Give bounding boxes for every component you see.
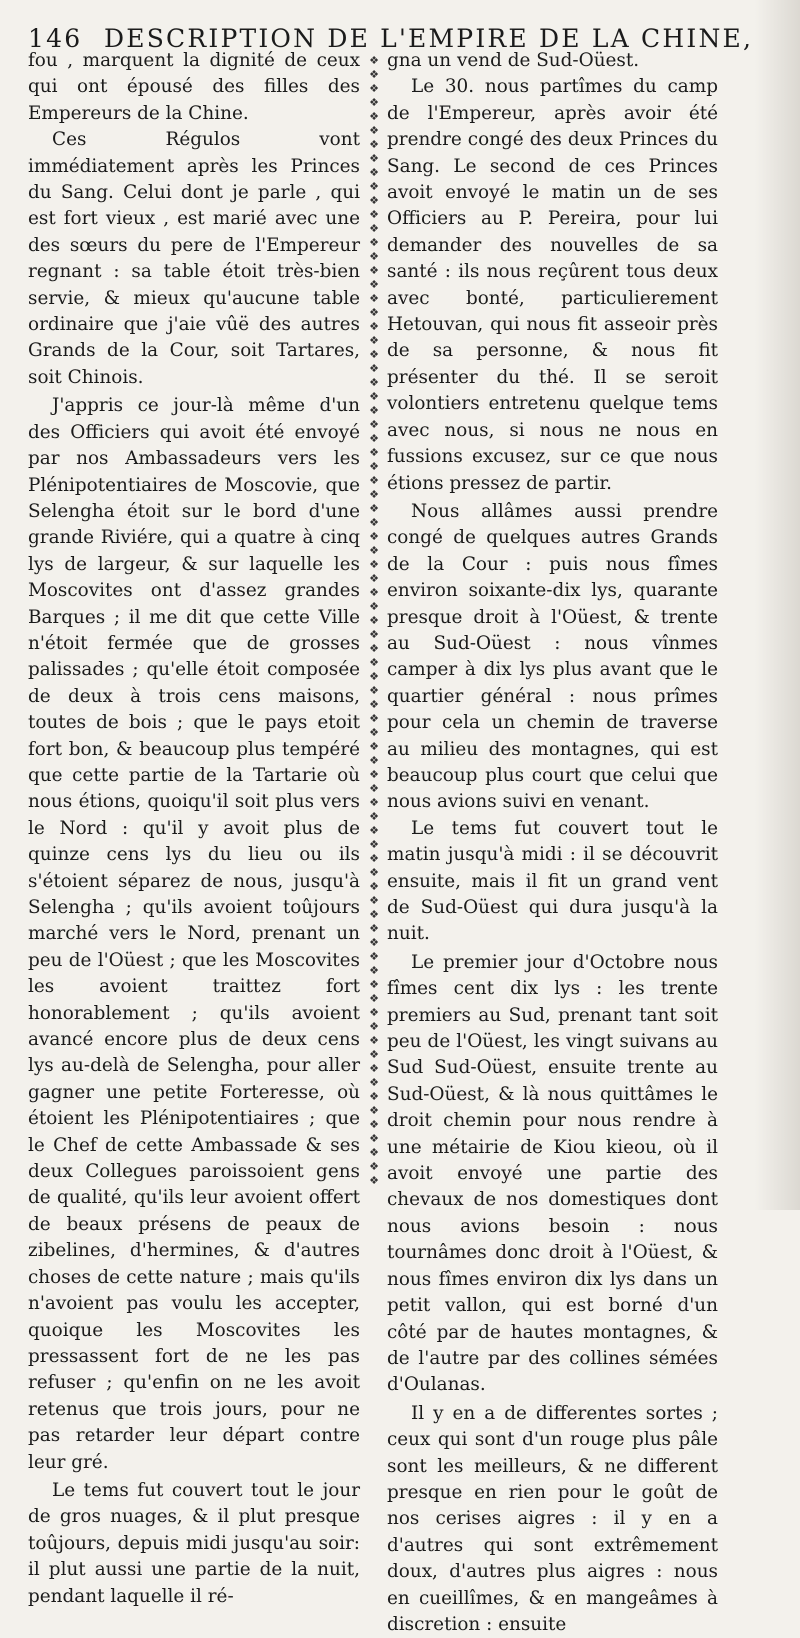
column-divider-ornament: ❖ ❖ ❖ ❖ ❖ ❖ ❖ ❖ ❖ ❖ ❖ ❖ ❖ ❖ ❖ ❖ ❖ ❖ ❖ ❖ ❖ ❖ ❖ ❖ ❖ ❖ ❖ ❖ ❖ ❖ ❖ ❖ ❖ ❖ ❖ ❖ ❖ ❖ ❖ ❖ ❖ ❖ ❖ ❖ ❖ ❖ ❖ ❖ ❖ ❖ ❖ ❖ ❖ ❖ ❖ ❖ ❖ ❖ ❖ ❖ ❖ ❖ ❖ ❖ ❖ ❖ ❖ ❖ ❖ ❖ ❖ ❖ ❖ ❖ ❖ ❖ ❖ ❖ ❖ ❖ ❖ [369,54,379,1187]
paragraph: Le tems fut couvert tout le matin jusqu'à midi : il se découvrit ensuite, mais il fit un grand vent de Sud-Oüest qui dura jusqu'à la nuit. [387,817,718,945]
paragraph: fou , marquent la dignité de ceux qui ont épousé des filles des Empereurs de la Chine. [28,50,360,124]
paragraph: Le 30. nous partîmes du camp de l'Empereur, après avoir été prendre congé des deux Princes du Sang. Le second de ces Princes avoit envoyé le matin un de ses Officiers au P. Pereira, pour lui demander des nouvelles de sa santé : ils nous reçûrent tous deux avec bonté, particulierement Hetouvan, qui nous fit asseoir près de sa personne, & nous fit présenter du thé. Il se seroit volontiers entretenu quelque tems avec nous, si nous ne nous en fussions excusez, sur ce que nous étions pressez de partir. [387,76,718,494]
paragraph: Nous allâmes aussi prendre congé de quelques autres Grands de la Cour : puis nous fîmes environ soixante-dix lys, quarante presque droit à l'Oüest, & trente au Sud-Oüest : nous vînmes camper à dix lys plus avant que le quartier général : nous prîmes pour cela un chemin de traverse au milieu des montagnes, qui est beaucoup plus court que celui que nous avions suivi en venant. [387,500,718,813]
paragraph: gna un vend de Sud-Oüest. [387,50,640,71]
paragraph: Il y en a de differentes sortes ; ceux qui sont d'un rouge plus pâle sont les meilleurs, & ne different presque en rien pour le goût de nos cerises aigres : il y en a d'autres qui sont extrêmement doux, d'autres plus aigres : nous en cueillîmes, & en mangeâmes à discretion : ensuite [387,1402,718,1635]
paragraph: J'appris ce jour-là même d'un des Officiers qui avoit été envoyé par nos Ambassadeurs vers les Plénipotentiaires de Moscovie, que Selengha étoit sur le bord d'une grande Riviére, qui a quatre à cinq lys de largeur, & sur laquelle les Moscovites ont d'assez grandes Barques ; il me dit que cette Ville n'étoit fermée que de grosses palissades ; qu'elle étoit composée de deux à trois cens maisons, toutes de bois ; que le pays etoit fort bon, & beaucoup plus tempéré que cette partie de la Tartarie où nous étions, quoiqu'il soit plus vers le Nord : qu'il y avoit plus de quinze cens lys du lieu ou ils s'étoient séparez de nous, jusqu'à Selengha ; qu'ils avoient toûjours marché vers le Nord, prenant un peu de l'Oüest ; que les Moscovites les avoient traittez fort honorablement ; qu'ils avoient avancé encore plus de deux cens lys au-delà de Selengha, pour aller gagner une petite Forteresse, où étoient les Plénipotentiaires ; que le Chef de cette Ambassade & ses deux Collegues paroissoient gens de qualité, qu'ils leur avoient offert de beaux présens de peaux de zibelines, d'hermines, & d'autres choses de cette nature ; mais qu'ils n'avoient pas voulu les accepter, quoique les Moscovites les pressassent fort de ne les pas refuser ; qu'enfin on ne les avoit retenus que trois jours, pour ne pas retarder leur départ contre leur gré. [28,395,360,1473]
page-number: 146 [28,24,83,53]
left-column [28,48,360,1610]
right-column [387,48,718,1638]
page-edge-shadow [755,0,800,1210]
running-title: DESCRIPTION DE L'EMPIRE DE LA CHINE, [104,24,754,53]
paragraph: Le tems fut couvert tout le jour de gros nuages, & il plut presque toûjours, depuis midi jusqu'au soir: il plut aussi une partie de la nuit, pendant laquelle il ré- [28,1479,360,1607]
paragraph: Ces Régulos vont immédiatement après les Princes du Sang. Celui dont je parle , qui est fort vieux , est marié avec une des sœurs du pere de l'Empereur regnant : sa table étoit très-bien servie, & mieux qu'aucune table ordinaire que j'aie vûë des autres Grands de la Cour, soit Tartares, soit Chinois. [28,129,360,388]
paragraph: Le premier jour d'Octobre nous fîmes cent dix lys : les trente premiers au Sud, prenant tant soit peu de l'Oüest, les vingt suivans au Sud Sud-Oüest, ensuite trente au Sud-Oüest, & là nous quittâmes le droit chemin pour nous rendre à une métairie de Kiou kieou, où il avoit envoyé une partie des chevaux de nos domestiques dont nous avions besoin : nous tournâmes donc droit à l'Oüest, & nous fîmes environ dix lys dans un petit vallon, qui est borné d'un côté par de hautes montagnes, & de l'autre par des collines sémées d'Oulanas. [387,951,718,1396]
